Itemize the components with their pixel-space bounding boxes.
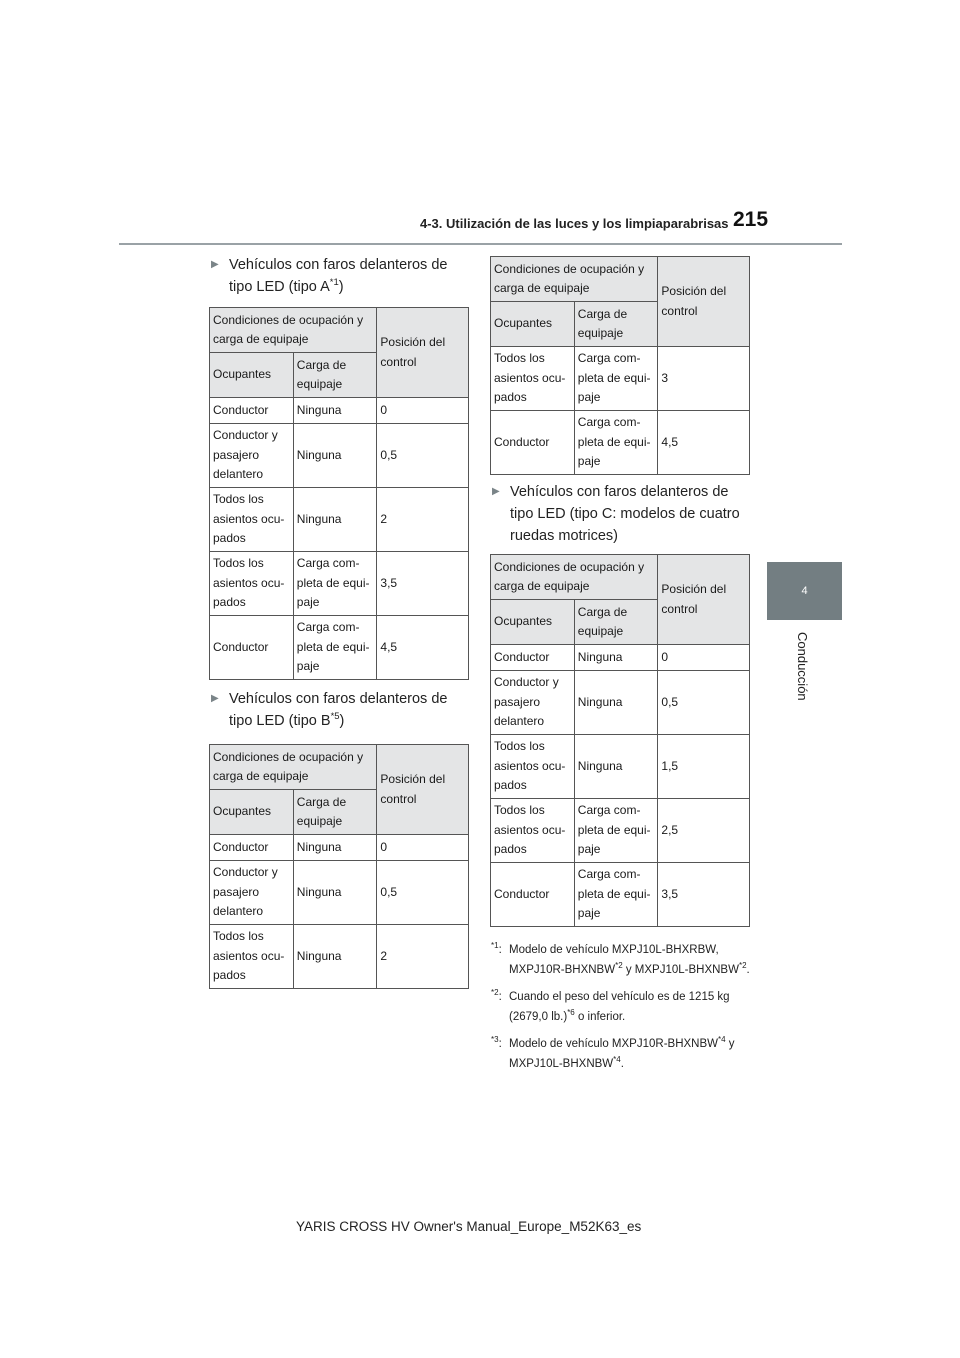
table-row [491,863,750,927]
footnote-text-part: Modelo de vehículo MXPJ10R-BHXNBW [509,1038,718,1050]
cell-position: 4,5 [377,616,469,680]
heading-close: ) [338,279,344,295]
header-occupants: Ocupantes [210,353,294,398]
control-table-type-a [209,307,469,680]
header-conditions: Condiciones de ocupación y carga de equipaje [210,745,377,790]
cell-load: Carga com-pleta de equi-paje [293,616,377,680]
cell-position: 2 [377,488,469,552]
cell-position: 2 [377,925,469,989]
cell-load: Ninguna [574,671,658,735]
footnote-ref: *5 [330,711,340,722]
footnote-text-part: y MXPJ10L-BHXNBW [622,964,739,976]
footnote-mark-sup: *2 [491,988,499,997]
footnote-mark: $^{*2}$: [491,988,502,1003]
table-row [210,616,469,680]
table-row [491,671,750,735]
cell-position: 0,5 [658,671,750,735]
header-occupants: Ocupantes [491,302,575,347]
chapter-tab[interactable] [767,562,842,620]
cell-position: 1,5 [658,735,750,799]
table-row [491,735,750,799]
heading-close: ) [339,713,345,729]
footnote-ref: *1 [329,277,339,288]
cell-position: 0 [377,835,469,861]
chapter-number: 4 [801,585,808,597]
header-conditions: Condiciones de ocupación y carga de equipaje [491,257,658,302]
table-row [491,645,750,671]
cell-occupants: Conductor [210,616,294,680]
footnote-text [509,944,750,976]
header-load: Carga de equipaje [293,790,377,835]
cell-position: 4,5 [658,411,750,475]
control-table-type-b [209,744,469,989]
cell-occupants: Todos los asientos ocu-pados [491,347,575,411]
cell-position: 0 [377,398,469,424]
bullet-arrow-icon: ▶ [211,259,219,270]
footnote-ref: *2 [615,961,623,970]
page-number: 215 [733,208,769,231]
cell-occupants: Conductor [491,411,575,475]
cell-occupants: Todos los asientos ocu-pados [210,552,294,616]
table-row [210,861,469,925]
footnote [491,1034,761,1074]
footnote-ref: *6 [567,1008,575,1017]
section-heading-type-b [211,688,471,732]
table-header-row [491,257,750,302]
cell-position: 2,5 [658,799,750,863]
table-row [210,835,469,861]
table-row [491,411,750,475]
footnote-text [509,991,730,1023]
table-row [491,799,750,863]
cell-load: Carga com-pleta de equi-paje [574,347,658,411]
header-position: Posición del control [658,555,750,645]
header-position: Posición del control [377,745,469,835]
footnote [491,987,761,1027]
cell-occupants: Conductor y pasajero delantero [491,671,575,735]
footnote-text-part: . [620,1058,624,1070]
header-load: Carga de equipaje [574,302,658,347]
cell-load: Ninguna [574,735,658,799]
header-load: Carga de equipaje [574,600,658,645]
footnote-mark-sup: *3 [491,1035,499,1044]
cell-load: Ninguna [574,645,658,671]
cell-load: Carga com-pleta de equi-paje [574,863,658,927]
cell-occupants: Conductor [491,645,575,671]
footnote [491,940,761,980]
table-header-row [491,555,750,600]
cell-occupants: Todos los asientos ocu-pados [491,735,575,799]
header-position: Posición del control [658,257,750,347]
footnote-ref: *2 [738,961,747,970]
cell-load: Ninguna [293,835,377,861]
chapter-label: Conducción [795,632,810,701]
header-occupants: Ocupantes [491,600,575,645]
header-position: Posición del control [377,308,469,398]
table-row [210,424,469,488]
footnote-text-part: y MXPJ10L-BHXNBW [509,1038,735,1070]
section-heading-type-a [211,254,471,298]
cell-occupants: Conductor [210,835,294,861]
footnote-mark: $^{*1}$: [491,941,502,956]
header-conditions: Condiciones de ocupación y carga de equipaje [491,555,658,600]
cell-position: 3 [658,347,750,411]
table-header-row [210,308,469,353]
cell-load: Ninguna [293,861,377,925]
cell-position: 3,5 [377,552,469,616]
heading-text: Vehículos con faros delanteros de tipo LED (tipo A [229,257,448,295]
footnote-text-part: . [746,964,750,976]
cell-load: Ninguna [293,424,377,488]
table-row [210,552,469,616]
bullet-arrow-icon: ▶ [211,693,219,704]
cell-occupants: Todos los asientos ocu-pados [210,488,294,552]
bullet-arrow-icon: ▶ [492,486,500,497]
header-load: Carga de equipaje [293,353,377,398]
footnote-ref: *4 [613,1055,621,1064]
table-row [491,347,750,411]
section-heading-type-c [492,481,754,547]
footnote-text-part: Modelo de vehículo MXPJ10L-BHXRBW, MXPJ10R-BHXNBW [509,944,719,976]
table-row [210,398,469,424]
footnote-text-part: Cuando el peso del vehículo es de 1215 kg (2679,0 lb.) [509,991,730,1023]
header-occupants: Ocupantes [210,790,294,835]
cell-occupants: Todos los asientos ocu-pados [491,799,575,863]
section-title: 4-3. Utilización de las luces y los limpiaparabrisas [420,216,729,231]
cell-load: Carga com-pleta de equi-paje [574,799,658,863]
table-header-row [210,745,469,790]
heading-text: Vehículos con faros delanteros de tipo LED (tipo C: modelos de cuatro ruedas motrices) [510,484,740,544]
header-conditions: Condiciones de ocupación y carga de equipaje [210,308,377,353]
header-divider [119,243,842,245]
footnotes [491,940,761,1081]
cell-occupants: Todos los asientos ocu-pados [210,925,294,989]
heading-text: Vehículos con faros delanteros de tipo LED (tipo B [229,691,448,729]
control-table-type-b-continued [490,256,750,475]
cell-load: Ninguna [293,398,377,424]
footnote-text-part: o inferior. [574,1011,626,1023]
footnote-ref: *4 [718,1035,726,1044]
table-row [210,925,469,989]
cell-load: Ninguna [293,488,377,552]
cell-position: 3,5 [658,863,750,927]
cell-occupants: Conductor y pasajero delantero [210,424,294,488]
cell-occupants: Conductor y pasajero delantero [210,861,294,925]
cell-load: Carga com-pleta de equi-paje [293,552,377,616]
footnote-mark: $^{*3}$: [491,1035,502,1050]
footnote-text [509,1035,735,1070]
cell-position: 0 [658,645,750,671]
cell-occupants: Conductor [491,863,575,927]
footer-text: YARIS CROSS HV Owner's Manual_Europe_M52K63_es [296,1219,642,1234]
control-table-type-c [490,554,750,927]
cell-load: Ninguna [293,925,377,989]
cell-occupants: Conductor [210,398,294,424]
table-row [210,488,469,552]
cell-load: Carga com-pleta de equi-paje [574,411,658,475]
footnote-mark-sup: *1 [491,941,499,950]
cell-position: 0,5 [377,424,469,488]
cell-position: 0,5 [377,861,469,925]
